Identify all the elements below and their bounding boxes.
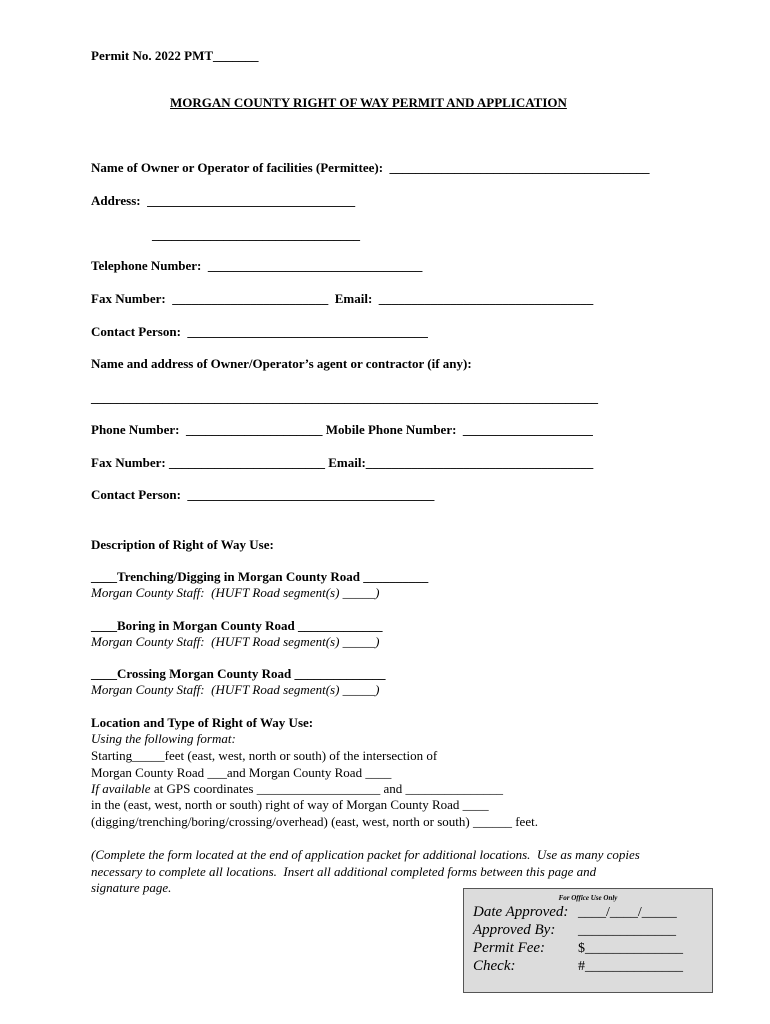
description-heading: Description of Right of Way Use: xyxy=(91,537,274,552)
location-gps-line[interactable] xyxy=(91,781,503,797)
office-use-box xyxy=(463,888,713,993)
location-line-5[interactable]: (digging/trenching/boring/crossing/overhead) (east, west, north or south) ______ feet. xyxy=(91,814,538,829)
agent-phone-field[interactable]: Phone Number: _____________________ Mobile Phone Number: ____________________ xyxy=(91,422,593,437)
owner-telephone-field[interactable]: Telephone Number: _________________________________ xyxy=(91,258,423,273)
crossing-staff-note: Morgan County Staff: (HUFT Road segment(s) _____) xyxy=(91,682,380,697)
agent-heading: Name and address of Owner/Operator’s agent or contractor (if any): xyxy=(91,356,472,371)
owner-name-field[interactable]: Name of Owner or Operator of facilities (Permittee): ________________________________________ xyxy=(91,160,650,175)
crossing-option[interactable]: ____Crossing Morgan County Road ______________ xyxy=(91,666,386,681)
owner-address-field[interactable]: Address: ________________________________ xyxy=(91,193,356,208)
permit-number: Permit No. 2022 PMT_______ xyxy=(91,48,259,63)
location-heading: Location and Type of Right of Way Use: xyxy=(91,715,314,730)
gps-coordinates-text: at GPS coordinates ___________________ and _______________ xyxy=(150,781,503,796)
owner-address-line2-field[interactable]: ________________________________ xyxy=(152,227,360,242)
boring-option[interactable]: ____Boring in Morgan County Road _____________ xyxy=(91,618,383,633)
location-line-4[interactable]: in the (east, west, north or south) right of way of Morgan County Road ____ xyxy=(91,797,489,812)
agent-fax-email-field[interactable]: Fax Number: ________________________ Email:___________________________________ xyxy=(91,455,594,470)
page-title: MORGAN COUNTY RIGHT OF WAY PERMIT AND APPLICATION xyxy=(170,95,567,110)
agent-name-address-field[interactable]: ______________________________________________________________________________ xyxy=(91,390,598,405)
boring-staff-note: Morgan County Staff: (HUFT Road segment(s) _____) xyxy=(91,634,380,649)
trenching-staff-note: Morgan County Staff: (HUFT Road segment(s) _____) xyxy=(91,585,380,600)
date-approved-field[interactable]: ____/____/_____ xyxy=(578,905,677,920)
location-format-label: Using the following format: xyxy=(91,731,236,746)
owner-fax-email-field[interactable]: Fax Number: ________________________ Email: _________________________________ xyxy=(91,291,594,306)
note-line-2: necessary to complete all locations. Insert all additional completed forms between this page and xyxy=(91,864,597,879)
approved-by-label: Approved By: xyxy=(473,922,556,938)
note-line-1: (Complete the form located at the end of application packet for additional locations. Use as many copies xyxy=(91,847,640,862)
trenching-option[interactable]: ____Trenching/Digging in Morgan County Road __________ xyxy=(91,569,429,584)
office-use-header: For Office Use Only xyxy=(558,894,618,902)
gps-if-available: If available xyxy=(91,781,151,796)
permit-fee-field[interactable]: $______________ xyxy=(578,941,683,956)
agent-contact-field[interactable]: Contact Person: ______________________________________ xyxy=(91,487,435,502)
check-field[interactable]: #______________ xyxy=(578,959,683,974)
date-approved-label: Date Approved: xyxy=(473,904,569,920)
location-line-2[interactable]: Morgan County Road ___and Morgan County Road ____ xyxy=(91,765,392,780)
owner-contact-field[interactable]: Contact Person: _____________________________________ xyxy=(91,324,428,339)
approved-by-field[interactable]: ______________ xyxy=(578,923,676,938)
note-line-3: signature page. xyxy=(91,880,172,895)
permit-fee-label: Permit Fee: xyxy=(473,940,546,956)
location-line-1[interactable]: Starting_____feet (east, west, north or south) of the intersection of xyxy=(91,748,438,763)
check-label: Check: xyxy=(473,958,516,974)
